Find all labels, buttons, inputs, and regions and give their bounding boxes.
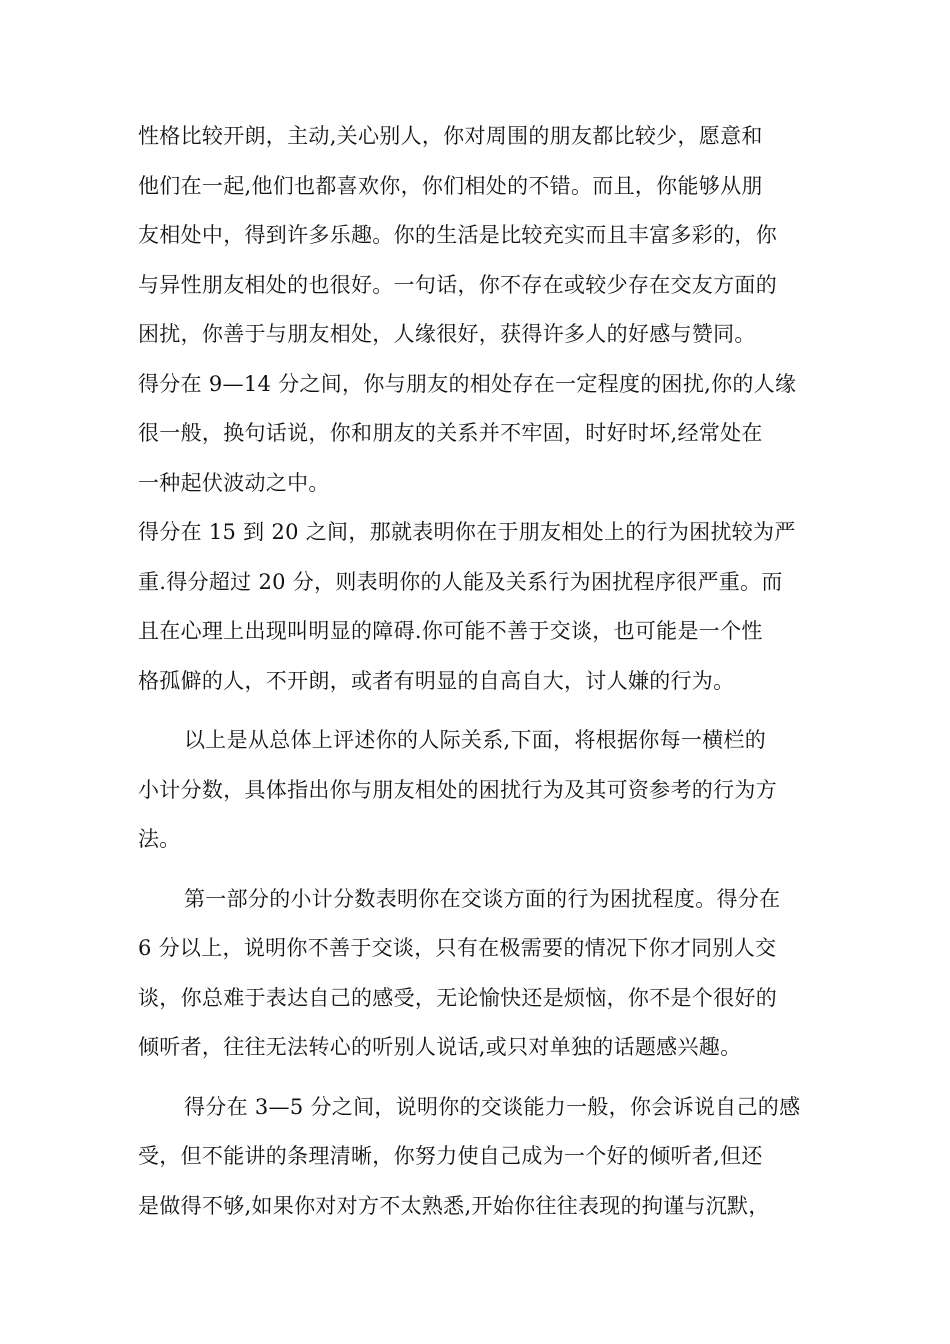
paragraph-3-line-3: 且在心理上出现叫明显的障碍.你可能不善于交谈，也可能是一个性 [138, 619, 763, 643]
document-body [138, 112, 828, 1231]
paragraph-4-line-2: 小计分数，具体指出你与朋友相处的困扰行为及其可资参考的行为方 [138, 777, 777, 802]
paragraph-3-line-1: 得分在 15 到 20 之间，那就表明你在于朋友相处上的行为困扰较为严 [138, 520, 796, 544]
paragraph-spacer [138, 706, 828, 716]
paragraph-5-line-3: 谈，你总难于表达自己的感受，无论愉快还是烦恼，你不是个很好的 [138, 985, 777, 1010]
paragraph-2-line-1: 得分在 9—14 分之间，你与朋友的相处存在一定程度的困扰,你的人缘 [138, 371, 797, 396]
paragraph-5-line-2: 6 分以上，说明你不善于交谈，只有在极需要的情况下你才同别人交 [138, 936, 777, 960]
paragraph-4-line-1: 以上是从总体上评述你的人际关系,下面，将根据你每一横栏的 [184, 728, 767, 752]
paragraph-2-line-2: 很一般，换句话说，你和朋友的关系并不牢固，时好时坏,经常处在 [138, 421, 763, 445]
paragraph-1-line-3: 友相处中，得到许多乐趣。你的生活是比较充实而且丰富多彩的，你 [138, 223, 777, 247]
paragraph-3-line-4: 格孤僻的人，不开朗，或者有明显的自高自大，讨人嫌的行为。 [138, 668, 735, 693]
paragraph-1-line-1: 性格比较开朗，主动,关心别人，你对周围的朋友都比较少，愿意和 [138, 124, 763, 148]
paragraph-6-line-2: 受，但不能讲的条理清晰，你努力使自己成为一个好的倾听者,但还 [138, 1144, 763, 1168]
paragraph-6-line-1: 得分在 3—5 分之间，说明你的交谈能力一般，你会诉说自己的感 [184, 1094, 801, 1119]
paragraph-spacer [138, 1073, 828, 1083]
paragraph-1-line-4: 与异性朋友相处的也很好。一句话，你不存在或较少存在交友方面的 [138, 272, 777, 297]
paragraph-2-line-3: 一种起伏波动之中。 [138, 470, 330, 495]
paragraph-3-line-2: 重.得分超过 20 分，则表明你的人能及关系行为困扰程序很严重。而 [138, 569, 783, 594]
paragraph-5-line-4: 倾听者，往往无法转心的听别人说话,或只对单独的话题感兴趣。 [138, 1035, 742, 1059]
paragraph-4-line-3: 法。 [138, 827, 181, 851]
paragraph-1-line-5: 困扰，你善于与朋友相处，人缘很好，获得许多人的好感与赞同。 [138, 322, 756, 346]
paragraph-5-line-1: 第一部分的小计分数表明你在交谈方面的行为困扰程度。得分在 [184, 886, 781, 911]
paragraph-1-line-2: 他们在一起,他们也都喜欢你，你们相处的不错。而且，你能够从朋 [138, 173, 763, 198]
paragraph-6-line-3: 是做得不够,如果你对对方不太熟悉,开始你往往表现的拘谨与沉默， [138, 1193, 770, 1218]
paragraph-spacer [138, 865, 828, 875]
